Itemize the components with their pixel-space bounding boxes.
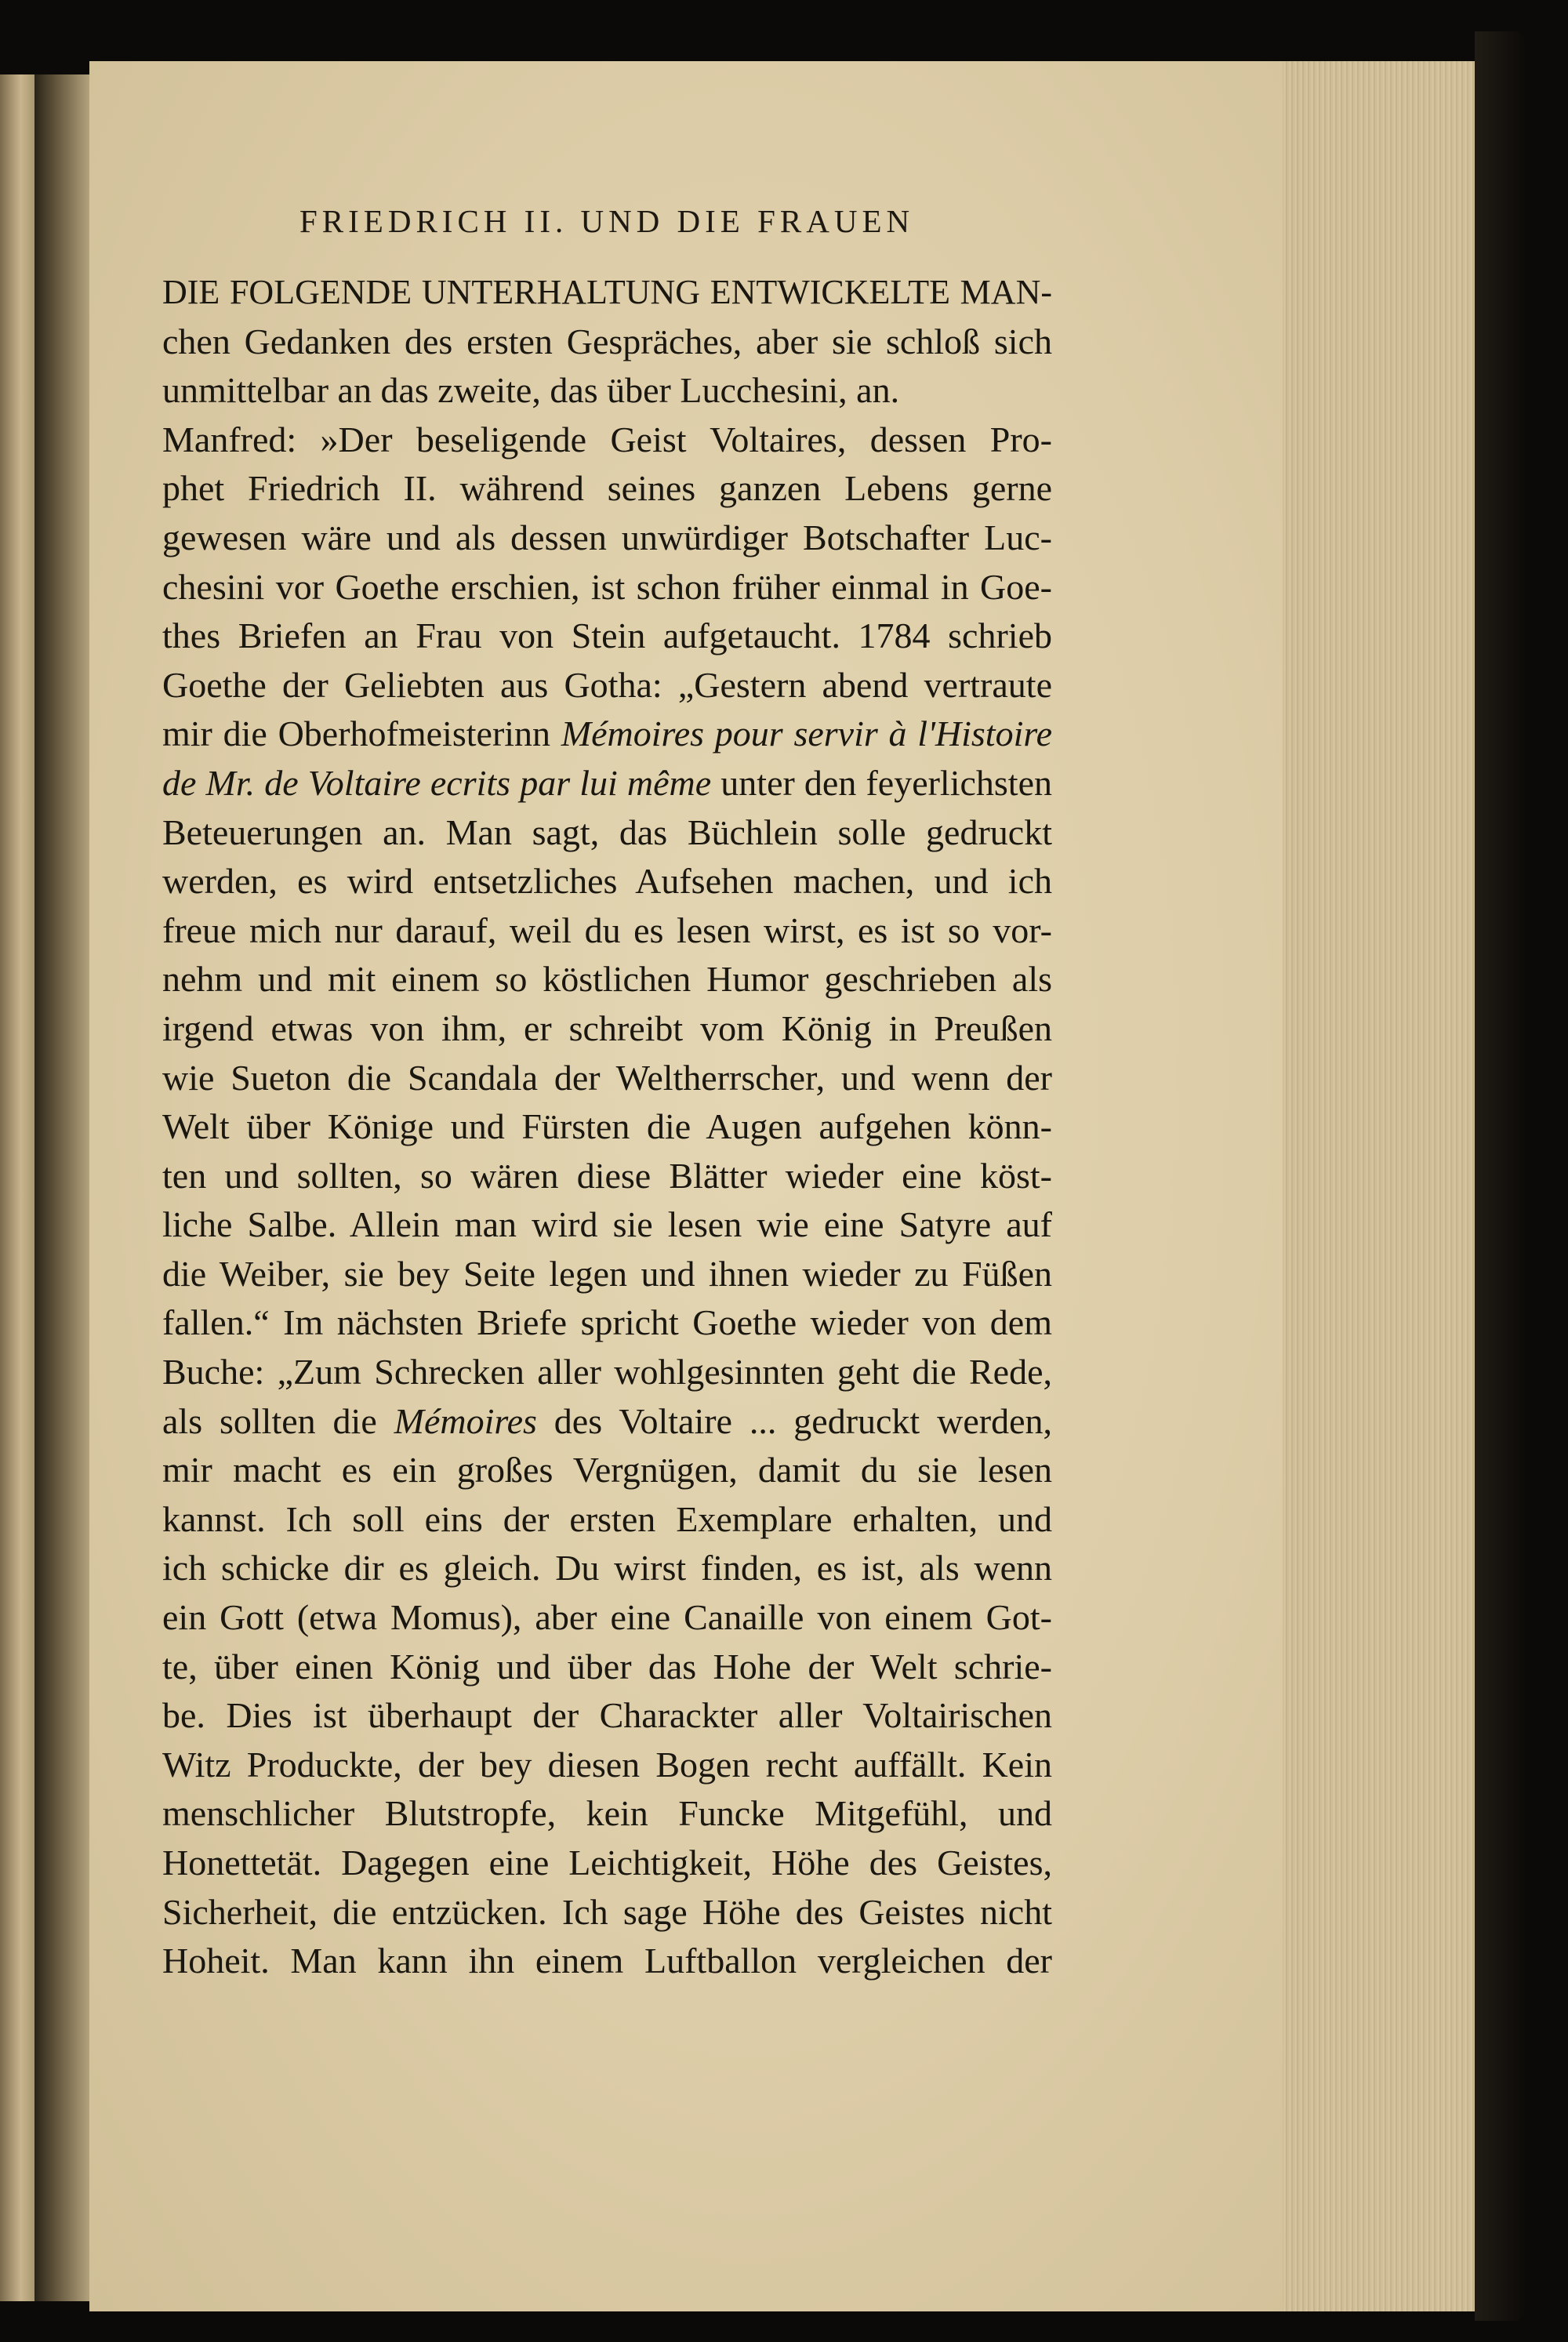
text-line: ein Gott (etwa Momus), aber eine Canaille von einem Got- [162, 1597, 1052, 1638]
running-header: FRIEDRICH II. UND DIE FRAUEN [299, 203, 915, 239]
text-line: kannst. Ich soll eins der ersten Exemplare erhalten, und [162, 1498, 1052, 1539]
text-line: be. Dies ist überhaupt der Charackter aller Voltairischen [162, 1695, 1052, 1736]
text-line: Buche: „Zum Schrecken aller wohlgesinnten geht die Rede, [162, 1352, 1052, 1392]
text-line: werden, es wird entsetzliches Aufsehen machen, und ich [162, 861, 1052, 902]
text-line: phet Friedrich II. während seines ganzen Lebens gerne [162, 468, 1052, 509]
text-line: te, über einen König und über das Hohe der Welt schrie- [162, 1646, 1052, 1687]
text-line: de Mr. de Voltaire ecrits par lui même unter den feyerlichsten [162, 762, 1053, 803]
text-line: chesini vor Goethe erschien, ist schon früher einmal in Goe- [162, 566, 1052, 607]
left-page-edge [0, 74, 34, 2301]
text-line: DIE FOLGENDE UNTERHALTUNG ENTWICKELTE MAN- [162, 273, 1052, 311]
text-line: ten und sollten, so wären diese Blätter wieder eine köst- [162, 1155, 1052, 1196]
text-line: Hoheit. Man kann ihn einem Luftballon vergleichen der [162, 1941, 1052, 1981]
text-line: nehm und mit einem so köstlichen Humor geschrieben als [162, 959, 1052, 1000]
text-line: mir die Oberhofmeisterinn Mémoires pour servir à l'Histoire [162, 713, 1052, 754]
text-line: Welt über Könige und Fürsten die Augen aufgehen könn- [162, 1106, 1052, 1147]
text-line: Sicherheit, die entzücken. Ich sage Höhe des Geistes nicht [162, 1891, 1052, 1932]
text-line: wie Sueton die Scandala der Weltherrscher, und wenn der [162, 1057, 1052, 1098]
text-line: fallen.“ Im nächsten Briefe spricht Goethe wieder von dem [162, 1302, 1052, 1343]
text-line: irgend etwas von ihm, er schreibt vom König in Preußen [162, 1008, 1052, 1048]
text-line: liche Salbe. Allein man wird sie lesen wie eine Satyre auf [162, 1204, 1052, 1245]
text-line: Witz Produckte, der bey diesen Bogen recht auffällt. Kein [162, 1744, 1052, 1785]
text-line: thes Briefen an Frau von Stein aufgetaucht. 1784 schrieb [162, 615, 1052, 656]
book-cover-edge [1475, 31, 1525, 2321]
text-line: chen Gedanken des ersten Gespräches, aber sie schloß sich [162, 321, 1052, 361]
book-gutter [34, 74, 89, 2301]
text-line: ich schicke dir es gleich. Du wirst finden, es ist, als wenn [162, 1548, 1052, 1589]
text-line: als sollten die Mémoires des Voltaire ... gedruckt werden, [162, 1400, 1052, 1441]
text-line: Goethe der Geliebten aus Gotha: „Gestern abend vertraute [162, 664, 1052, 705]
text-line: unmittelbar an das zweite, das über Lucchesini, an. [162, 370, 900, 411]
body-text [162, 268, 1052, 1986]
text-line: Manfred: »Der beseligende Geist Voltaires, dessen Pro- [162, 419, 1052, 459]
text-line: freue mich nur darauf, weil du es lesen wirst, es ist so vor- [162, 910, 1052, 950]
text-line: gewesen wäre und als dessen unwürdiger Botschafter Luc- [162, 517, 1052, 557]
text-line: Honettetät. Dagegen eine Leichtigkeit, Höhe des Geistes, [162, 1843, 1052, 1883]
text-line: mir macht es ein großes Vergnügen, damit du sie lesen [162, 1450, 1052, 1491]
text-line: die Weiber, sie bey Seite legen und ihnen wieder zu Füßen [162, 1253, 1052, 1294]
text-line: Beteuerungen an. Man sagt, das Büchlein solle gedruckt [162, 812, 1052, 852]
text-line: menschlicher Blutstropfe, kein Funcke Mitgefühl, und [162, 1793, 1052, 1834]
page-edges [1283, 61, 1475, 2311]
